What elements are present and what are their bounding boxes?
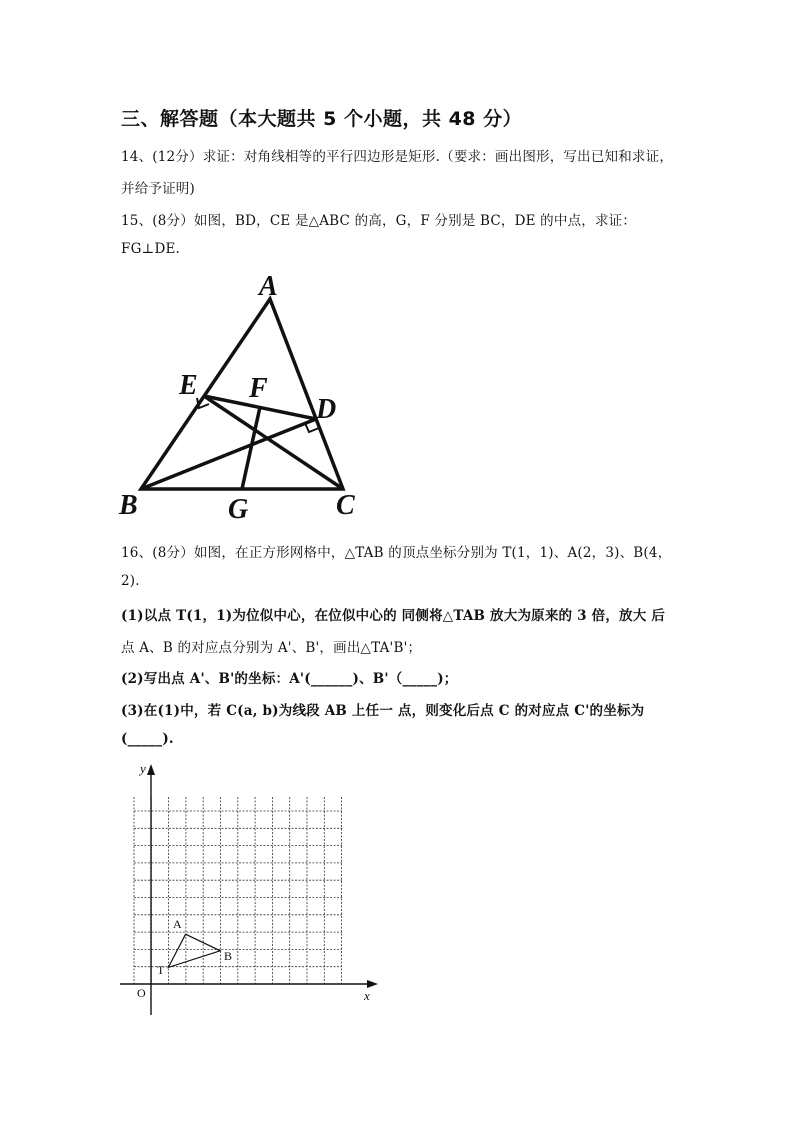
q16-line-4: 点 A、B 的对应点分别为 A'、B'，画出△TA'B'；	[121, 640, 422, 656]
right-angle-mark-e	[197, 398, 209, 408]
label-a: A	[259, 271, 278, 302]
altitude-be-to-d	[141, 419, 316, 489]
q16-line-2: 2).	[121, 573, 140, 589]
point-label-t: T	[157, 963, 165, 977]
y-axis-arrow	[147, 764, 155, 775]
axes	[120, 772, 372, 1015]
point-label-b: B	[224, 949, 233, 963]
label-f: F	[249, 373, 268, 404]
q16-line-6: (3)在(1)中，若 C(a, b)为线段 AB 上任一 点，则变化后点 C 的对应点 C'的坐标为	[121, 703, 645, 719]
q16-line-7: (_____).	[121, 731, 174, 747]
q16-line-3: (1)以点 T(1，1)为位似中心，在位似中心的 同侧将△TAB 放大为原来的 3 倍，放大 后	[121, 608, 666, 624]
x-axis-arrow	[367, 980, 378, 988]
origin-label: O	[137, 986, 146, 1000]
q16-line-1: 16、(8分）如图，在正方形网格中，△TAB 的顶点坐标分别为 T(1，1)、A(2，3)、B(4，	[121, 545, 672, 561]
altitude-ce	[204, 396, 343, 489]
label-b: B	[119, 490, 138, 521]
q14-line-2: 并给予证明)	[121, 181, 195, 197]
triangle-tab	[168, 934, 220, 967]
q15-line-2: FG⊥DE.	[121, 241, 181, 257]
label-c: C	[336, 490, 355, 521]
section-heading: 三、解答题（本大题共 5 个小题，共 48 分）	[121, 108, 523, 130]
point-label-a: A	[173, 917, 182, 931]
segment-de	[204, 396, 316, 419]
grid-lines	[134, 797, 342, 984]
q14-line-1: 14、(12分）求证：对角线相等的平行四边形是矩形.（要求：画出图形，写出已知和求证，	[121, 149, 674, 165]
label-e: E	[179, 370, 198, 401]
q16-line-5: (2)写出点 A'、B'的坐标：A'(______)、B'（_____)；	[121, 671, 458, 687]
right-angle-mark-d	[305, 423, 319, 432]
segment-fg	[242, 407, 260, 489]
label-d: D	[316, 394, 337, 425]
q15-line-1: 15、(8分）如图，BD，CE 是△ABC 的高，G，F 分别是 BC，DE 的中点，求证：	[121, 213, 637, 229]
triangle-abc	[141, 299, 343, 489]
x-axis-label: x	[364, 988, 370, 1003]
y-axis-label: y	[140, 761, 146, 776]
label-g: G	[228, 494, 249, 525]
